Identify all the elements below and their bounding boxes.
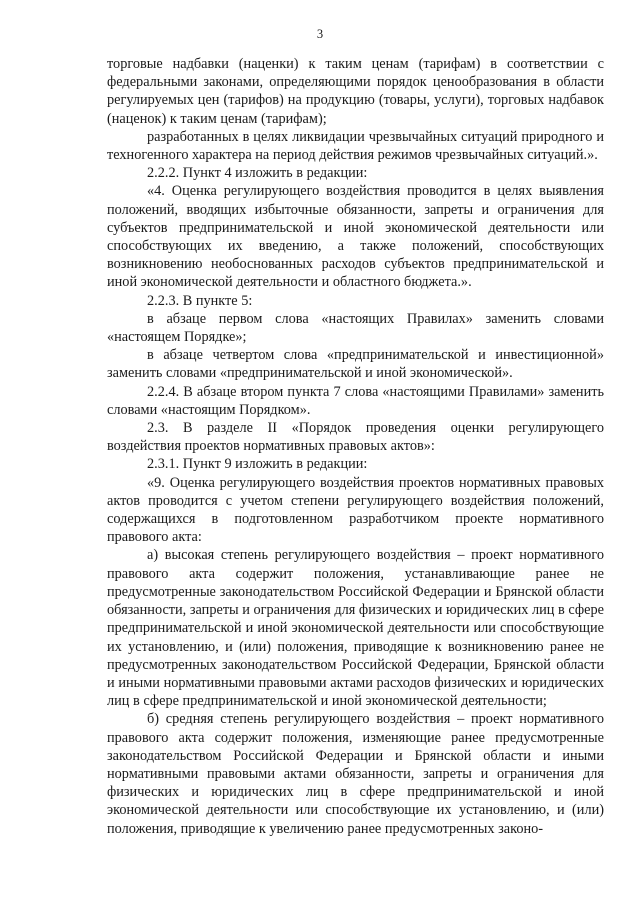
document-body bbox=[107, 55, 604, 838]
paragraph-9: 2.3. В разделе II «Порядок проведения оценки регулирующего воздействия проектов нормативных правовых актов»: bbox=[107, 420, 604, 455]
paragraph-5: 2.2.3. В пункте 5: bbox=[147, 292, 253, 309]
paragraph-8: 2.2.4. В абзаце втором пункта 7 слова «настоящими Правилами» заменить словами «настоящим Порядком». bbox=[107, 383, 604, 418]
paragraph-7: в абзаце четвертом слова «предпринимательской и инвестиционной» заменить словами «предпринимательской и иной экономической». bbox=[107, 347, 604, 382]
paragraph-13: б) средняя степень регулирующего воздействия – проект нормативного правового акта содержит положения, изменяющие ранее предусмотренные законодательством Российской Федерации и Брянской области и иными нормативными правовыми актами обязанности, запреты и ограничения для физических и юридических лиц в сфере предпринимательской и иной экономической деятельности или способствующие их установлению, и (или) положения, приводящие к увеличению ранее предусмотренных законо- bbox=[107, 711, 604, 837]
paragraph-1: торговые надбавки (наценки) к таким ценам (тарифам) в соответствии с федеральными законами, определяющими порядок ценообразования в области регулируемых цен (тарифов) на продукцию (товары, услуги), торговых надбавок (наценок) к таким ценам (тарифам); bbox=[107, 56, 604, 127]
paragraph-10: 2.3.1. Пункт 9 изложить в редакции: bbox=[147, 456, 368, 473]
paragraph-3: 2.2.2. Пункт 4 изложить в редакции: bbox=[147, 165, 368, 182]
page-number: 3 bbox=[316, 27, 324, 41]
paragraph-4: «4. Оценка регулирующего воздействия проводится в целях выявления положений, вводящих избыточные обязанности, запреты и ограничения для субъектов предпринимательской и иной экономической деятельности или способствующих их введению, а также положений, способствующих возникновению необоснованных расходов субъектов предпринимательской и иной экономической деятельности и областного бюджета.». bbox=[107, 183, 604, 291]
paragraph-6: в абзаце первом слова «настоящих Правилах» заменить словами «настоящем Порядке»; bbox=[107, 310, 604, 346]
paragraph-12: а) высокая степень регулирующего воздействия – проект нормативного правового акта содержит положения, устанавливающие ранее не предусмотренные законодательством Российской Федерации и Брянской области обязанности, запреты и ограничения для физических и юридических лиц в сфере предпринимательской и иной экономической деятельности или способствующие их установлению, и (или) положения, приводящие к возникновению ранее не предусмотренных законодательством Российской Федерации, Брянской области и иными нормативными правовыми актами расходов физических и юридических лиц в сфере предпринимательской и иной экономической деятельности; bbox=[107, 547, 604, 710]
paragraph-2: разработанных в целях ликвидации чрезвычайных ситуаций природного и техногенного характера на период действия режимов чрезвычайных ситуаций.». bbox=[107, 128, 604, 164]
paragraph-11: «9. Оценка регулирующего воздействия проектов нормативных правовых актов проводится с учетом степени регулирующего воздействия положений, содержащихся в подготовленном разработчиком проекте нормативного правового акта: bbox=[107, 474, 604, 546]
